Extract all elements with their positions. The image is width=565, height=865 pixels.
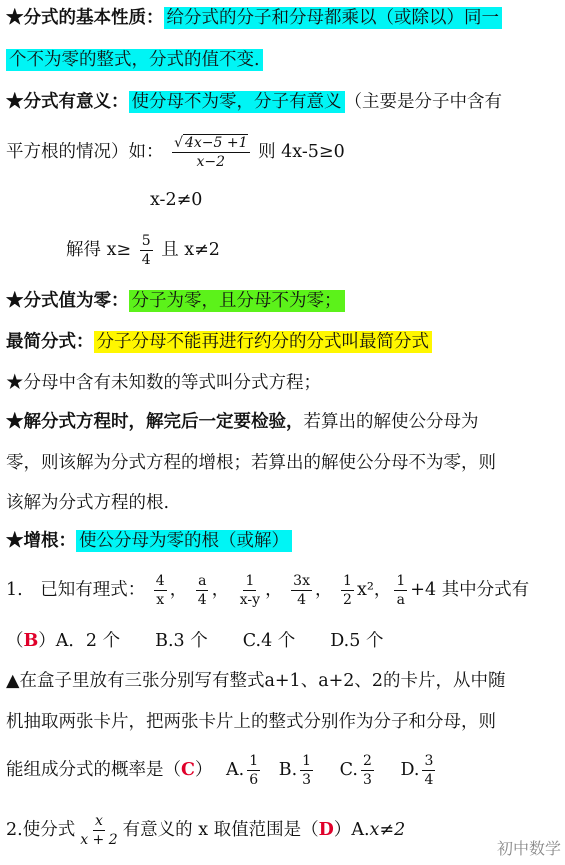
line-solution: 解得 x≥ $\frac{5}{4}$ 且 x≠2 [66, 233, 220, 268]
line-check: ★解分式方程时，解完后一定要检验，若算出的解使公分母为 [6, 412, 479, 432]
option-fraction: $\frac{2}{3}$ [363, 753, 372, 788]
q1-fraction: $\frac{4}{x}$ [155, 573, 165, 608]
example-fraction: $\frac{√ 4x-5 +1}{x-2}$ [174, 135, 248, 170]
question-2: ▲在盒子里放有三张分别写有整式a+1、a+2、2的卡片，从中随 [6, 671, 506, 691]
q1-fraction: $\frac{a}{4}$ [197, 573, 207, 608]
q1-fraction: $\frac{3x}{4}$ [293, 573, 310, 608]
line-property: ★分式的基本性质： 给分式的分子和分母都乘以（或除以）同一 [6, 4, 502, 32]
q3-fraction: $\frac{x}{x + 2}$ [80, 813, 118, 848]
watermark-logo: 初中数学 [496, 839, 561, 858]
q1-fraction: $\frac{1}{x-y}$ [239, 573, 261, 608]
line-meaningful: ★分式有意义： 使分母不为零，分子有意义 （主要是分子中含有 [6, 92, 502, 112]
line-check-cont2: 该解为分式方程的根. [6, 493, 170, 513]
line-extraneous: ★增根： 使公分母为零的根（或解） [6, 527, 292, 555]
line-property-cont: 个不为零的整式，分式的值不变. [6, 46, 263, 74]
question-3: 2.使分式 $\frac{x}{x + 2}$ 有意义的 x 取值范围是（D）A.x≠2 [6, 813, 406, 848]
answer-mark: B [23, 631, 39, 651]
q1-fraction: $\frac{1}{a}$ [396, 573, 406, 608]
option-fraction: $\frac{1}{6}$ [249, 753, 259, 788]
question-1-options: （B）A．2 个 B.3 个 C.4 个 D.5 个 [6, 631, 384, 651]
line-condition: x-2≠0 [150, 190, 203, 210]
q1-fraction: $\frac{1}{2}$ [343, 573, 352, 608]
line-equation-def: ★分母中含有未知数的等式叫分式方程； [6, 373, 321, 393]
line-check-cont: 零，则该解为分式方程的增根；若算出的解使公分母不为零，则 [6, 453, 496, 473]
line-meaningful-example: 平方根的情况）如： $\frac{√ 4x-5 +1}{x-2}$ 则 4x-5≥0 [6, 135, 345, 170]
line-zero-value: ★分式值为零： 分子为零，且分母不为零； [6, 287, 345, 315]
question-2-cont: 机抽取两张卡片，把两张卡片上的整式分别作为分子和分母，则 [6, 712, 496, 732]
answer-mark: D [318, 820, 334, 840]
option-fraction: $\frac{3}{4}$ [424, 753, 434, 788]
solution-fraction: $\frac{5}{4}$ [141, 233, 151, 268]
question-1: 1. 已知有理式： $\frac{4}{x}$ ， $\frac{a}{4}$ ， $\frac{1}{x-y}$ ， $\frac{3x}{4}$ ， $\frac{1}{2}$ x²， $\frac{1}{a}$ +4 其中分式有 [6, 573, 530, 608]
line-simplest: 最简分式： 分子分母不能再进行约分的分式叫最简分式 [6, 328, 432, 356]
question-2-options: 能组成分式的概率是（C） A. $\frac{1}{6}$ B. $\frac{1}{3}$ C. $\frac{2}{3}$ D. $\frac{3}{4}$ [6, 753, 434, 788]
answer-mark: C [181, 760, 195, 780]
option-fraction: $\frac{1}{3}$ [302, 753, 312, 788]
